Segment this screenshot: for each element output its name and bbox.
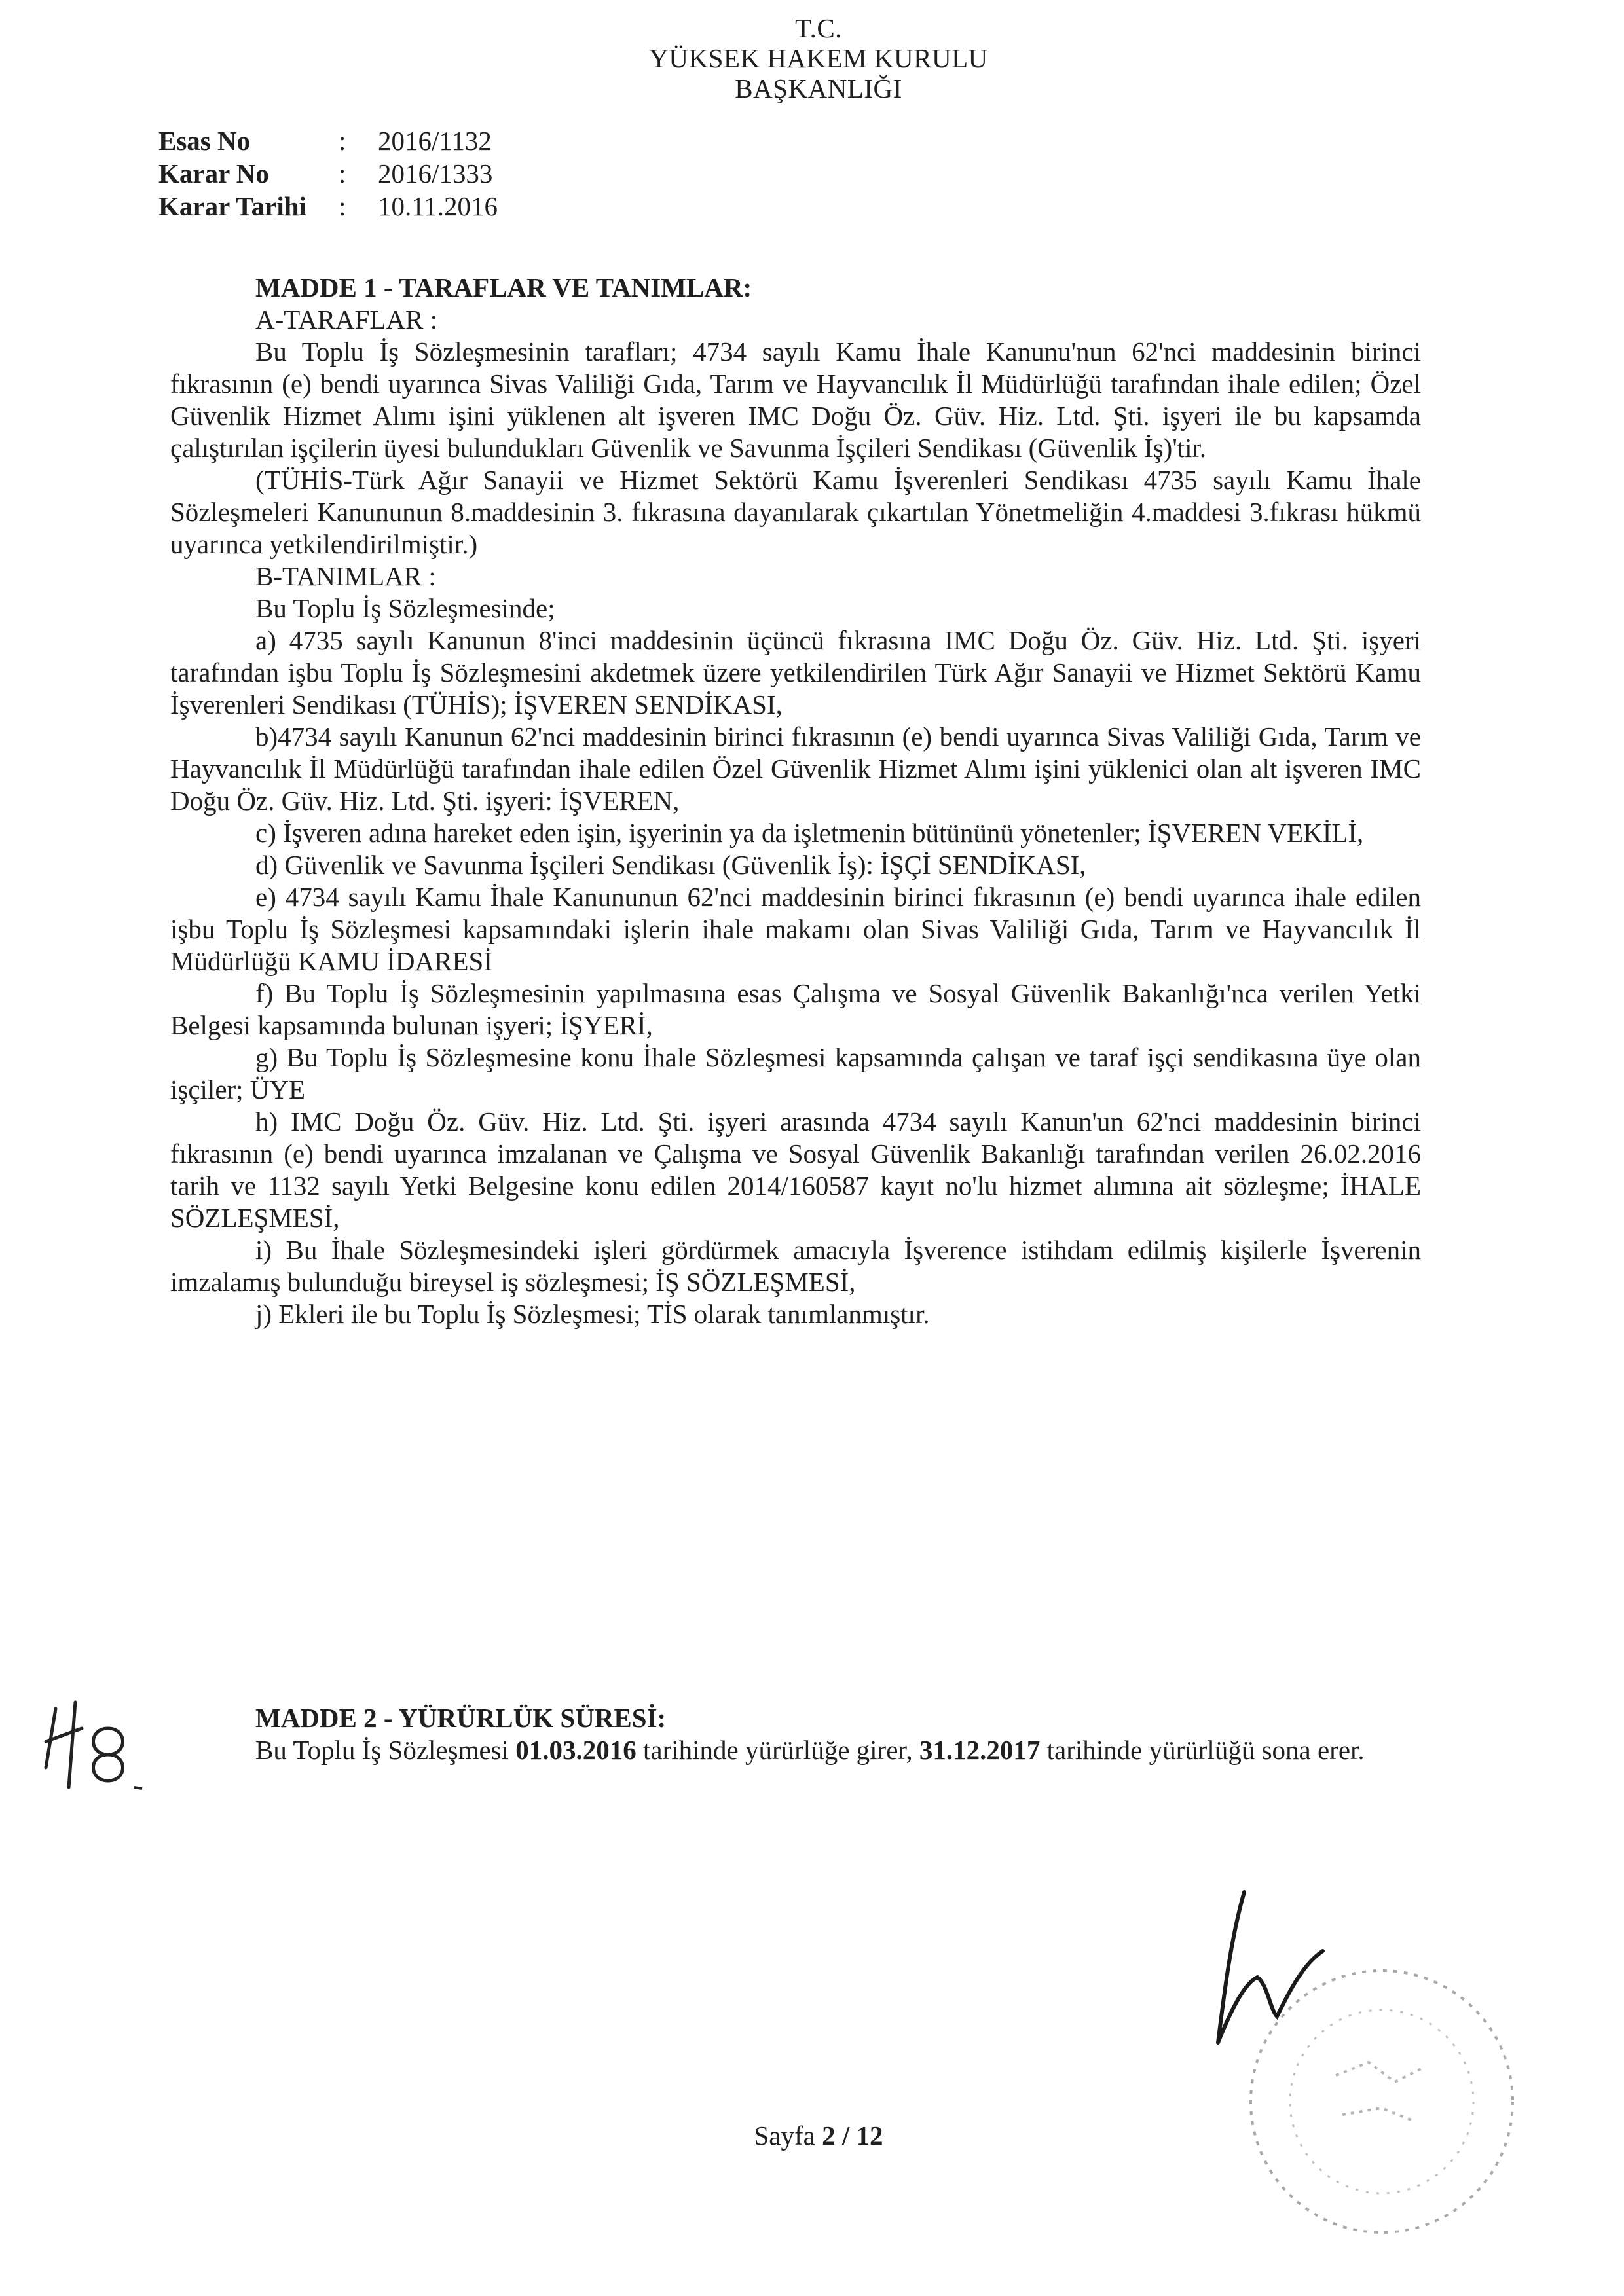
article-2-text-mid: tarihinde yürürlüğe girer,	[636, 1735, 919, 1765]
meta-row-karar	[158, 157, 498, 190]
section-b-heading: B-TANIMLAR :	[255, 561, 436, 591]
article-2-text-post: tarihinde yürürlüğü sona erer.	[1040, 1735, 1365, 1765]
section-a-paragraph-1: Bu Toplu İş Sözleşmesinin tarafları; 4734 sayılı Kamu İhale Kanunu'nun 62'nci maddesinin birinci fıkrasının (e) bendi uyarınca Sivas Valiliği Gıda, Tarım ve Hayvancılık İl Müdürlüğü tarafından ihale edilen; Özel Güvenlik Hizmet Alımı işini yüklenen alt işveren IMC Doğu Öz. Güv. Hiz. Ltd. Şti. işyeri ile bu kapsamda çalıştırılan işçilerin üyesi bulundukları Güvenlik ve Savunma İşçileri Sendikası (Güvenlik İş)'tir.	[170, 337, 1421, 463]
section-a-heading: A-TARAFLAR :	[255, 304, 438, 335]
article-2	[170, 1702, 1421, 1766]
definition-item-j: j) Ekleri ile bu Toplu İş Sözleşmesi; TİS olarak tanımlanmıştır.	[255, 1299, 930, 1329]
meta-row-esas	[158, 124, 498, 157]
article-2-title: MADDE 2 - YÜRÜRLÜK SÜRESİ:	[255, 1703, 667, 1733]
meta-row-karar-tarihi	[158, 190, 498, 223]
end-date: 31.12.2017	[919, 1735, 1041, 1765]
meta-value: 10.11.2016	[378, 191, 498, 221]
definition-item-f: f) Bu Toplu İş Sözleşmesinin yapılmasına esas Çalışma ve Sosyal Güvenlik Bakanlığı'nca verilen Yetki Belgesi kapsamında bulunan işyeri; İŞYERİ,	[170, 978, 1421, 1040]
definition-item-i: i) Bu İhale Sözleşmesindeki işleri gördürmek amacıyla İşverence istihdam edilmiş kişilerle İşverenin imzalamış bulunduğu bireysel iş sözleşmesi; İŞ SÖZLEŞMESİ,	[170, 1235, 1421, 1297]
page-number: 2 / 12	[822, 2121, 883, 2151]
definition-item-b: b)4734 sayılı Kanunun 62'nci maddesinin birinci fıkrasının (e) bendi uyarınca Sivas Valiliği Gıda, Tarım ve Hayvancılık İl Müdürlüğü tarafından ihale edilen Özel Güvenlik Hizmet Alımı işini yüklenici olan alt işveren IMC Doğu Öz. Güv. Hiz. Ltd. Şti. işyeri: İŞVEREN,	[170, 721, 1421, 816]
definition-item-a: a) 4735 sayılı Kanunun 8'inci maddesinin üçüncü fıkrasına IMC Doğu Öz. Güv. Hiz. Ltd. Şti. işyeri tarafından işbu Toplu İş Sözleşmesini akdetmek üzere yetkilendirilen Türk Ağır Sanayii ve Hizmet Sektörü Kamu İşverenleri Sendikası (TÜHİS); İŞVEREN SENDİKASI,	[170, 625, 1421, 720]
definition-item-c: c) İşveren adına hareket eden işin, işyerinin ya da işletmenin bütününü yönetenler; İŞVEREN VEKİLİ,	[255, 818, 1364, 848]
official-stamp	[1231, 1951, 1532, 2252]
header-line-presidency: BAŞKANLIĞI	[735, 73, 902, 103]
meta-label: Esas No	[158, 126, 251, 156]
meta-separator: :	[339, 126, 346, 156]
meta-separator: :	[339, 158, 346, 189]
definition-item-e: e) 4734 sayılı Kamu İhale Kanununun 62'nci maddesinin birinci fıkrasının (e) bendi uyarınca ihale edilen işbu Toplu İş Sözleşmesi kapsamındaki işlerin ihale makamı olan Sivas Valiliği Gıda, Tarım ve Hayvancılık İl Müdürlüğü KAMU İDARESİ	[170, 882, 1421, 976]
meta-label: Karar No	[158, 158, 269, 189]
definition-item-g: g) Bu Toplu İş Sözleşmesine konu İhale Sözleşmesi kapsamında çalışan ve taraf işçi sendikasına üye olan işçiler; ÜYE	[170, 1042, 1421, 1104]
section-b-intro: Bu Toplu İş Sözleşmesinde;	[255, 593, 555, 623]
section-a-paragraph-2: (TÜHİS-Türk Ağır Sanayii ve Hizmet Sektörü Kamu İşverenleri Sendikası 4735 sayılı Kamu İhale Sözleşmeleri Kanununun 8.maddesinin 3. fıkrasına dayanılarak çıkartılan Yönetmeliğin 4.maddesi 3.fıkrası hükmü uyarınca yetkilendirilmiştir.)	[170, 465, 1421, 559]
handwritten-margin-note	[29, 1689, 147, 1807]
definition-item-h: h) IMC Doğu Öz. Güv. Hiz. Ltd. Şti. işyeri arasında 4734 sayılı Kanun'un 62'nci maddesinin birinci fıkrasının (e) bendi uyarınca imzalanan ve Çalışma ve Sosyal Güvenlik Bakanlığı tarafından verilen 26.02.2016 tarih ve 1132 sayılı Yetki Belgesine konu edilen 2014/160587 kayıt no'lu hizmet alımına ait sözleşme; İHALE SÖZLEŞMESİ,	[170, 1106, 1421, 1233]
meta-label: Karar Tarihi	[158, 191, 306, 221]
article-1-title: MADDE 1 - TARAFLAR VE TANIMLAR:	[255, 272, 752, 302]
header-line-tc: T.C.	[795, 13, 842, 43]
document-header	[563, 13, 1074, 103]
article-2-paragraph	[170, 1734, 1421, 1766]
start-date: 01.03.2016	[515, 1735, 637, 1765]
meta-value: 2016/1333	[378, 158, 493, 189]
definition-item-d: d) Güvenlik ve Savunma İşçileri Sendikası (Güvenlik İş): İŞÇİ SENDİKASI,	[255, 850, 1086, 880]
page-footer	[655, 2120, 982, 2151]
header-line-institution: YÜKSEK HAKEM KURULU	[649, 43, 988, 73]
page-label: Sayfa	[754, 2121, 822, 2151]
article-2-text-pre: Bu Toplu İş Sözleşmesi	[255, 1735, 516, 1765]
article-1	[170, 272, 1421, 1330]
meta-value: 2016/1132	[378, 126, 492, 156]
meta-separator: :	[339, 191, 346, 221]
case-metadata	[158, 124, 498, 223]
